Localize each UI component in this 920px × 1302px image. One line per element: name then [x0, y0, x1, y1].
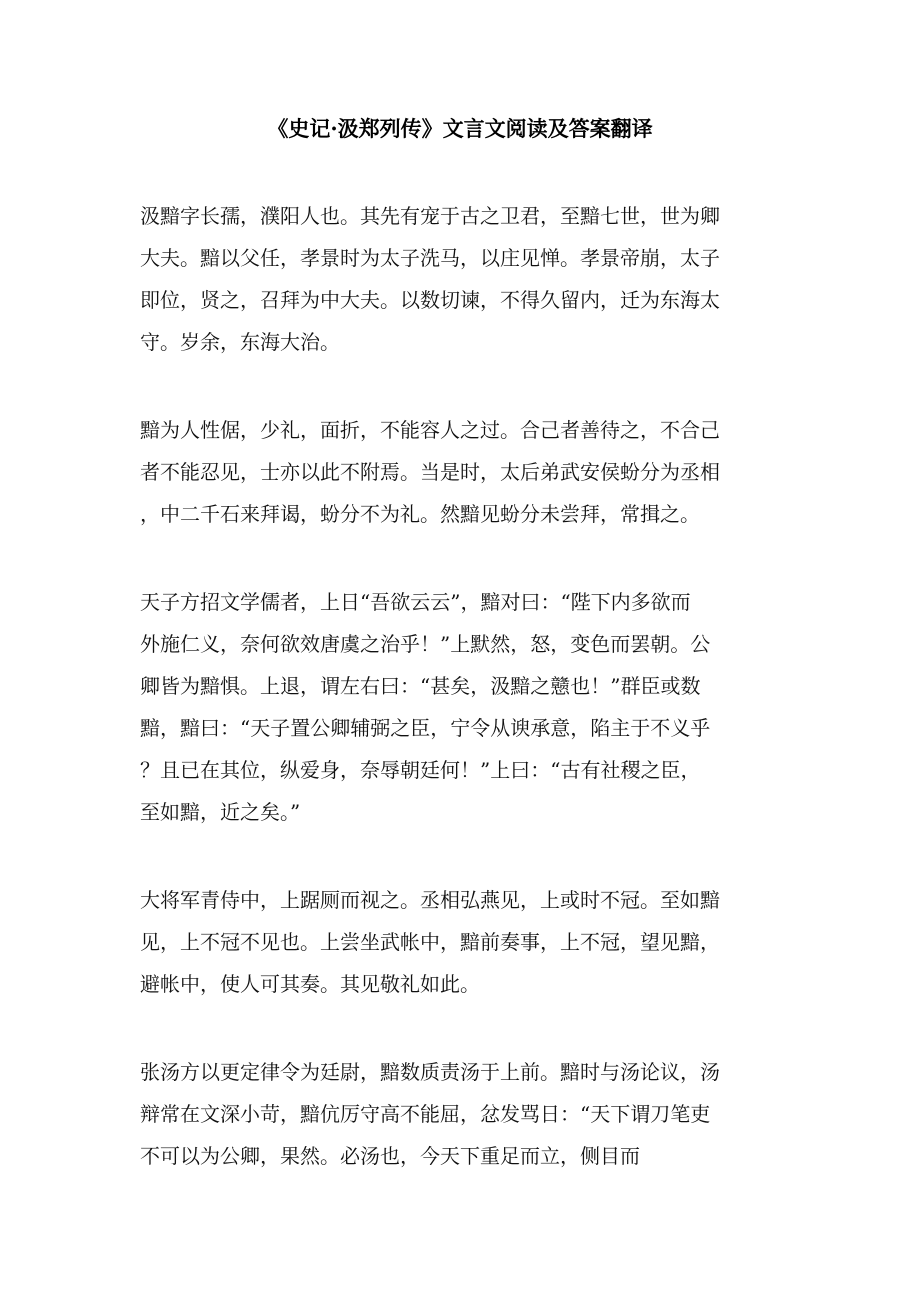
- paragraph-2: [140, 409, 782, 535]
- paragraph-3: [140, 581, 782, 833]
- text-line: 不可以为公卿，果然。必汤也，今天下重足而立，侧目而: [140, 1144, 640, 1168]
- text-line: 至如黯，近之矣。”: [140, 800, 301, 824]
- text-line: 汲黯字长孺，濮阳人也。其先有宠于古之卫君，至黯七世，世为卿: [140, 204, 720, 228]
- text-line: 黯为人性倨，少礼，面折，不能容人之过。合己者善待之，不合己: [140, 418, 720, 442]
- text-line: 辩常在文深小苛，黯伉厉守高不能屈，忿发骂日：“天下谓刀笔吏: [140, 1102, 711, 1126]
- text-line: 黯，黯曰：“天子置公卿辅弼之臣，宁令从谀承意，陷主于不义乎: [140, 716, 711, 740]
- text-line: 卿皆为黯惧。上退，谓左右曰：“甚矣，汲黯之戆也！”群臣或数: [140, 674, 701, 698]
- article-body: [140, 195, 782, 1223]
- text-line: ，中二千石来拜谒，蚡分不为礼。然黯见蚡分未尝拜，常揖之。: [140, 502, 700, 526]
- paragraph-4: [140, 879, 782, 1005]
- text-line: 见，上不冠不见也。上尝坐武帐中，黯前奏事，上不冠，望见黯，: [140, 930, 720, 954]
- text-line: 大夫。黯以父任，孝景时为太子洗马，以庄见惮。孝景帝崩，太子: [140, 246, 720, 270]
- text-line: 者不能忍见，士亦以此不附焉。当是时，太后弟武安侯蚡分为丞相: [140, 460, 720, 484]
- text-line: ？且已在其位，纵爱身，奈辱朝廷何！”上曰：“古有社稷之臣，: [140, 758, 701, 782]
- paragraph-1: [140, 195, 782, 363]
- text-line: 大将军青侍中，上踞厕而视之。丞相弘燕见，上或时不冠。至如黯: [140, 888, 720, 912]
- text-line: 避帐中，使人可其奏。其见敬礼如此。: [140, 972, 480, 996]
- text-line: 外施仁义，奈何欲效唐虞之治乎！”上默然，怒，变色而罢朝。公: [140, 632, 711, 656]
- page-title: 《史记·汲郑列传》文言文阅读及答案翻译: [267, 116, 653, 141]
- text-line: 张汤方以更定律令为廷尉，黯数质责汤于上前。黯时与汤论议，汤: [140, 1060, 720, 1084]
- paragraph-5: [140, 1051, 782, 1177]
- text-line: 天子方招文学儒者，上日“吾欲云云”，黯对曰：“陛下内多欲而: [140, 590, 691, 614]
- text-line: 即位，贤之，召拜为中大夫。以数切谏，不得久留内，迁为东海太: [140, 288, 720, 312]
- text-line: 守。岁余，东海大治。: [140, 330, 340, 354]
